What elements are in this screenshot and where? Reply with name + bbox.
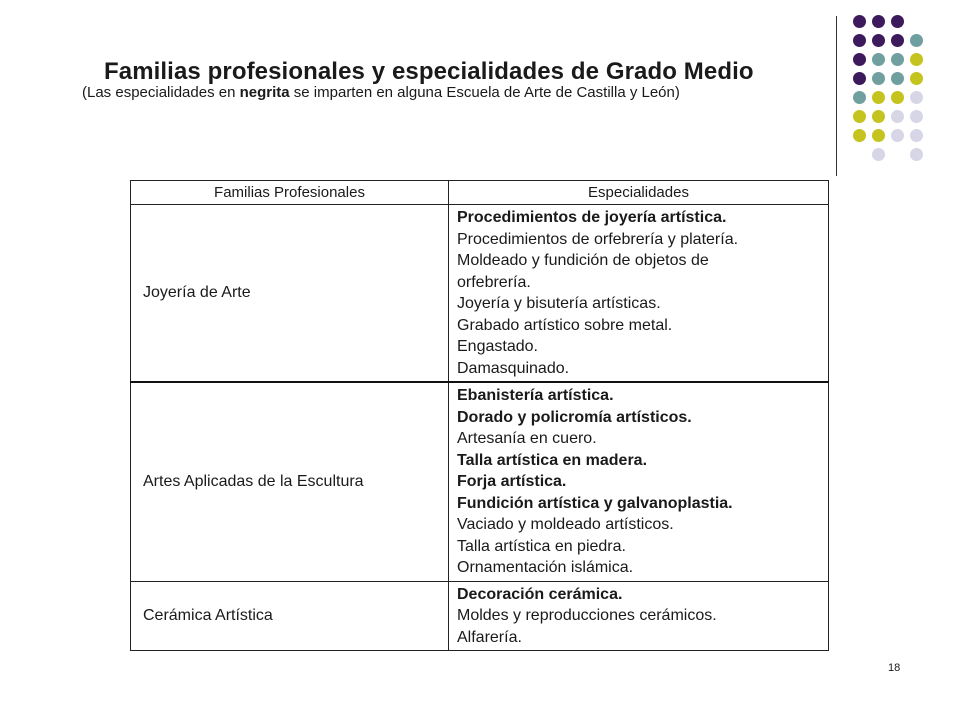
decorative-dot xyxy=(910,148,923,161)
specialty-item: Decoración cerámica. xyxy=(457,585,623,603)
decorative-vertical-rule xyxy=(836,16,837,176)
decorative-dot xyxy=(853,34,866,47)
specialty-item: Grabado artístico sobre metal. xyxy=(457,316,673,334)
decorative-dot xyxy=(872,15,885,28)
specialty-item: Engastado. xyxy=(457,338,538,355)
decorative-dot-grid xyxy=(853,15,943,155)
decorative-dot xyxy=(891,91,904,104)
decorative-dot xyxy=(872,34,885,47)
decorative-dot xyxy=(872,72,885,85)
slide-title: Familias profesionales y especialidades de Grado Medio xyxy=(104,58,754,85)
specialty-item: Artesanía en cuero. xyxy=(457,430,597,447)
specialty-item: Alfarería. xyxy=(457,628,522,646)
specialty-item: Dorado y policromía artísticos. xyxy=(457,408,692,426)
specialty-item: Ornamentación islámica. xyxy=(457,559,634,576)
table-header-row xyxy=(131,181,829,205)
decorative-dot xyxy=(891,72,904,85)
specialty-item: Talla artística en madera. xyxy=(457,451,648,469)
page-number: 18 xyxy=(888,662,901,674)
decorative-dot xyxy=(891,15,904,28)
specialty-item: Talla artística en piedra. xyxy=(457,537,626,555)
decorative-dot xyxy=(910,110,923,123)
families-table xyxy=(130,180,829,651)
header-families: Familias Profesionales xyxy=(131,181,449,205)
specialty-item: Procedimientos de joyería artística. xyxy=(457,209,727,226)
decorative-dot xyxy=(853,72,866,85)
decorative-dot xyxy=(853,15,866,28)
specialty-item: Ebanistería artística. xyxy=(457,387,614,404)
specialties-cell xyxy=(449,382,829,581)
decorative-dot xyxy=(872,129,885,142)
specialty-item: Vaciado y moldeado artísticos. xyxy=(457,516,674,533)
decorative-dot xyxy=(872,148,885,161)
decorative-dot xyxy=(910,91,923,104)
subtitle-prefix: (Las especialidades en xyxy=(82,84,240,101)
decorative-dot xyxy=(910,53,923,66)
specialty-item: Fundición artística y galvanoplastia. xyxy=(457,494,733,512)
family-name-cell: Cerámica Artística xyxy=(131,581,449,651)
decorative-dot xyxy=(891,34,904,47)
specialty-item: Procedimientos de orfebrería y platería. xyxy=(457,230,739,248)
family-name-cell: Joyería de Arte xyxy=(131,205,449,383)
table-row xyxy=(131,205,829,383)
decorative-dot xyxy=(910,129,923,142)
decorative-dot xyxy=(891,110,904,123)
subtitle-suffix: se imparten en alguna Escuela de Arte de Castilla y León) xyxy=(289,84,680,101)
decorative-dot xyxy=(891,53,904,66)
slide-subtitle xyxy=(82,84,680,101)
decorative-dot xyxy=(891,129,904,142)
decorative-dot xyxy=(872,91,885,104)
family-name-cell: Artes Aplicadas de la Escultura xyxy=(131,382,449,581)
specialty-item: orfebrería. xyxy=(457,273,531,291)
decorative-dot xyxy=(853,53,866,66)
table-row xyxy=(131,581,829,651)
specialties-cell xyxy=(449,581,829,651)
header-specialties: Especialidades xyxy=(449,181,829,205)
specialty-item: Moldeado y fundición de objetos de xyxy=(457,252,709,269)
decorative-dot xyxy=(910,72,923,85)
decorative-dot xyxy=(853,129,866,142)
specialty-item: Joyería y bisutería artísticas. xyxy=(457,295,661,312)
specialties-cell xyxy=(449,205,829,383)
decorative-dot xyxy=(853,91,866,104)
specialty-item: Moldes y reproducciones cerámicos. xyxy=(457,607,717,624)
subtitle-bold-word: negrita xyxy=(239,84,290,101)
decorative-dot xyxy=(853,110,866,123)
decorative-dot xyxy=(910,34,923,47)
decorative-dot xyxy=(872,110,885,123)
specialty-item: Damasquinado. xyxy=(457,359,570,377)
specialty-item: Forja artística. xyxy=(457,473,567,490)
table-row xyxy=(131,382,829,581)
decorative-dot xyxy=(872,53,885,66)
